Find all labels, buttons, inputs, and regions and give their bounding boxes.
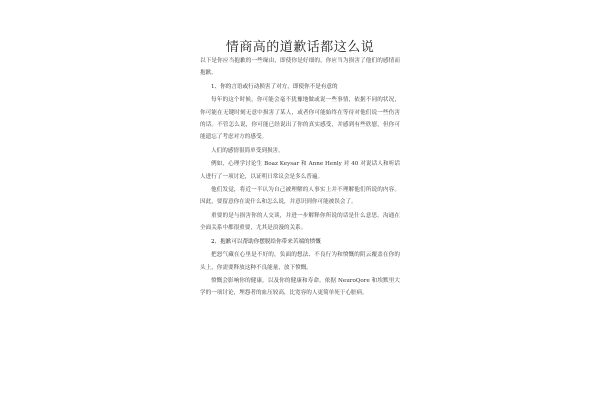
paragraph: 人们的感情很简单受到损害。 bbox=[211, 147, 284, 154]
document-body bbox=[200, 54, 400, 300]
document-title: 情商高的道歉话都这么说 bbox=[225, 40, 375, 55]
paragraph: 例如，心理学讨论生 Boaz Keysar 和 Anne Henly 对 40 对说话人和听话人进行了一项讨论，以证明日常议会是多么普遍。 bbox=[200, 161, 400, 180]
paragraph: 重要的是与损害你的人交谈，并进一步解释你所说的话是什么意思。沟通在全面关系中都很重要，尤其是浪漫的关系。 bbox=[200, 212, 400, 232]
section-heading-2: 2、抱歉可以帮助你摆脱给你带来苦端的愤慨 bbox=[211, 238, 321, 245]
section-heading-1: 1、你的言语或行动损害了对方，即使你不是有意的 bbox=[211, 83, 338, 90]
paragraph: 每年的这个时候，你可能会毫不犹豫地做或说一些事情，依据不同的状况，你可能在无键时刻无意中损害了某人，或者你可能始终在等待对他们说一些伤害的话。不管怎么说，你可能已经说出了你的真实感受，并感到有些欣慰，但你可能遗忘了考虑对方的感受。 bbox=[200, 97, 400, 141]
paragraph: 愤慨会影响你的健康，以及你的健康和寿命。依据 NeuroQore 和埃默里大学的一项讨论，埋怨者的血压较高，比宽容的人更简单死于心脏病。 bbox=[200, 277, 400, 297]
paragraph: 把怒气藏在心里是不好的，负面的想法、不良行为和愤慨的阴云覆盖在你的头上，你需要释放这种不良能量，放下愤慨。 bbox=[200, 252, 400, 271]
paragraph: 他们发觉，将近一半认为自己被理解的人事实上并不理解他们所说的内容。因此，要留意你在说什么和怎么说，并意识到你可能被误会了。 bbox=[200, 187, 400, 206]
paragraph-intro: 以下是你应当抱歉的一些缘由，即使你是好细的，你应当为损害了他们的感情而抱歉。 bbox=[200, 58, 400, 77]
